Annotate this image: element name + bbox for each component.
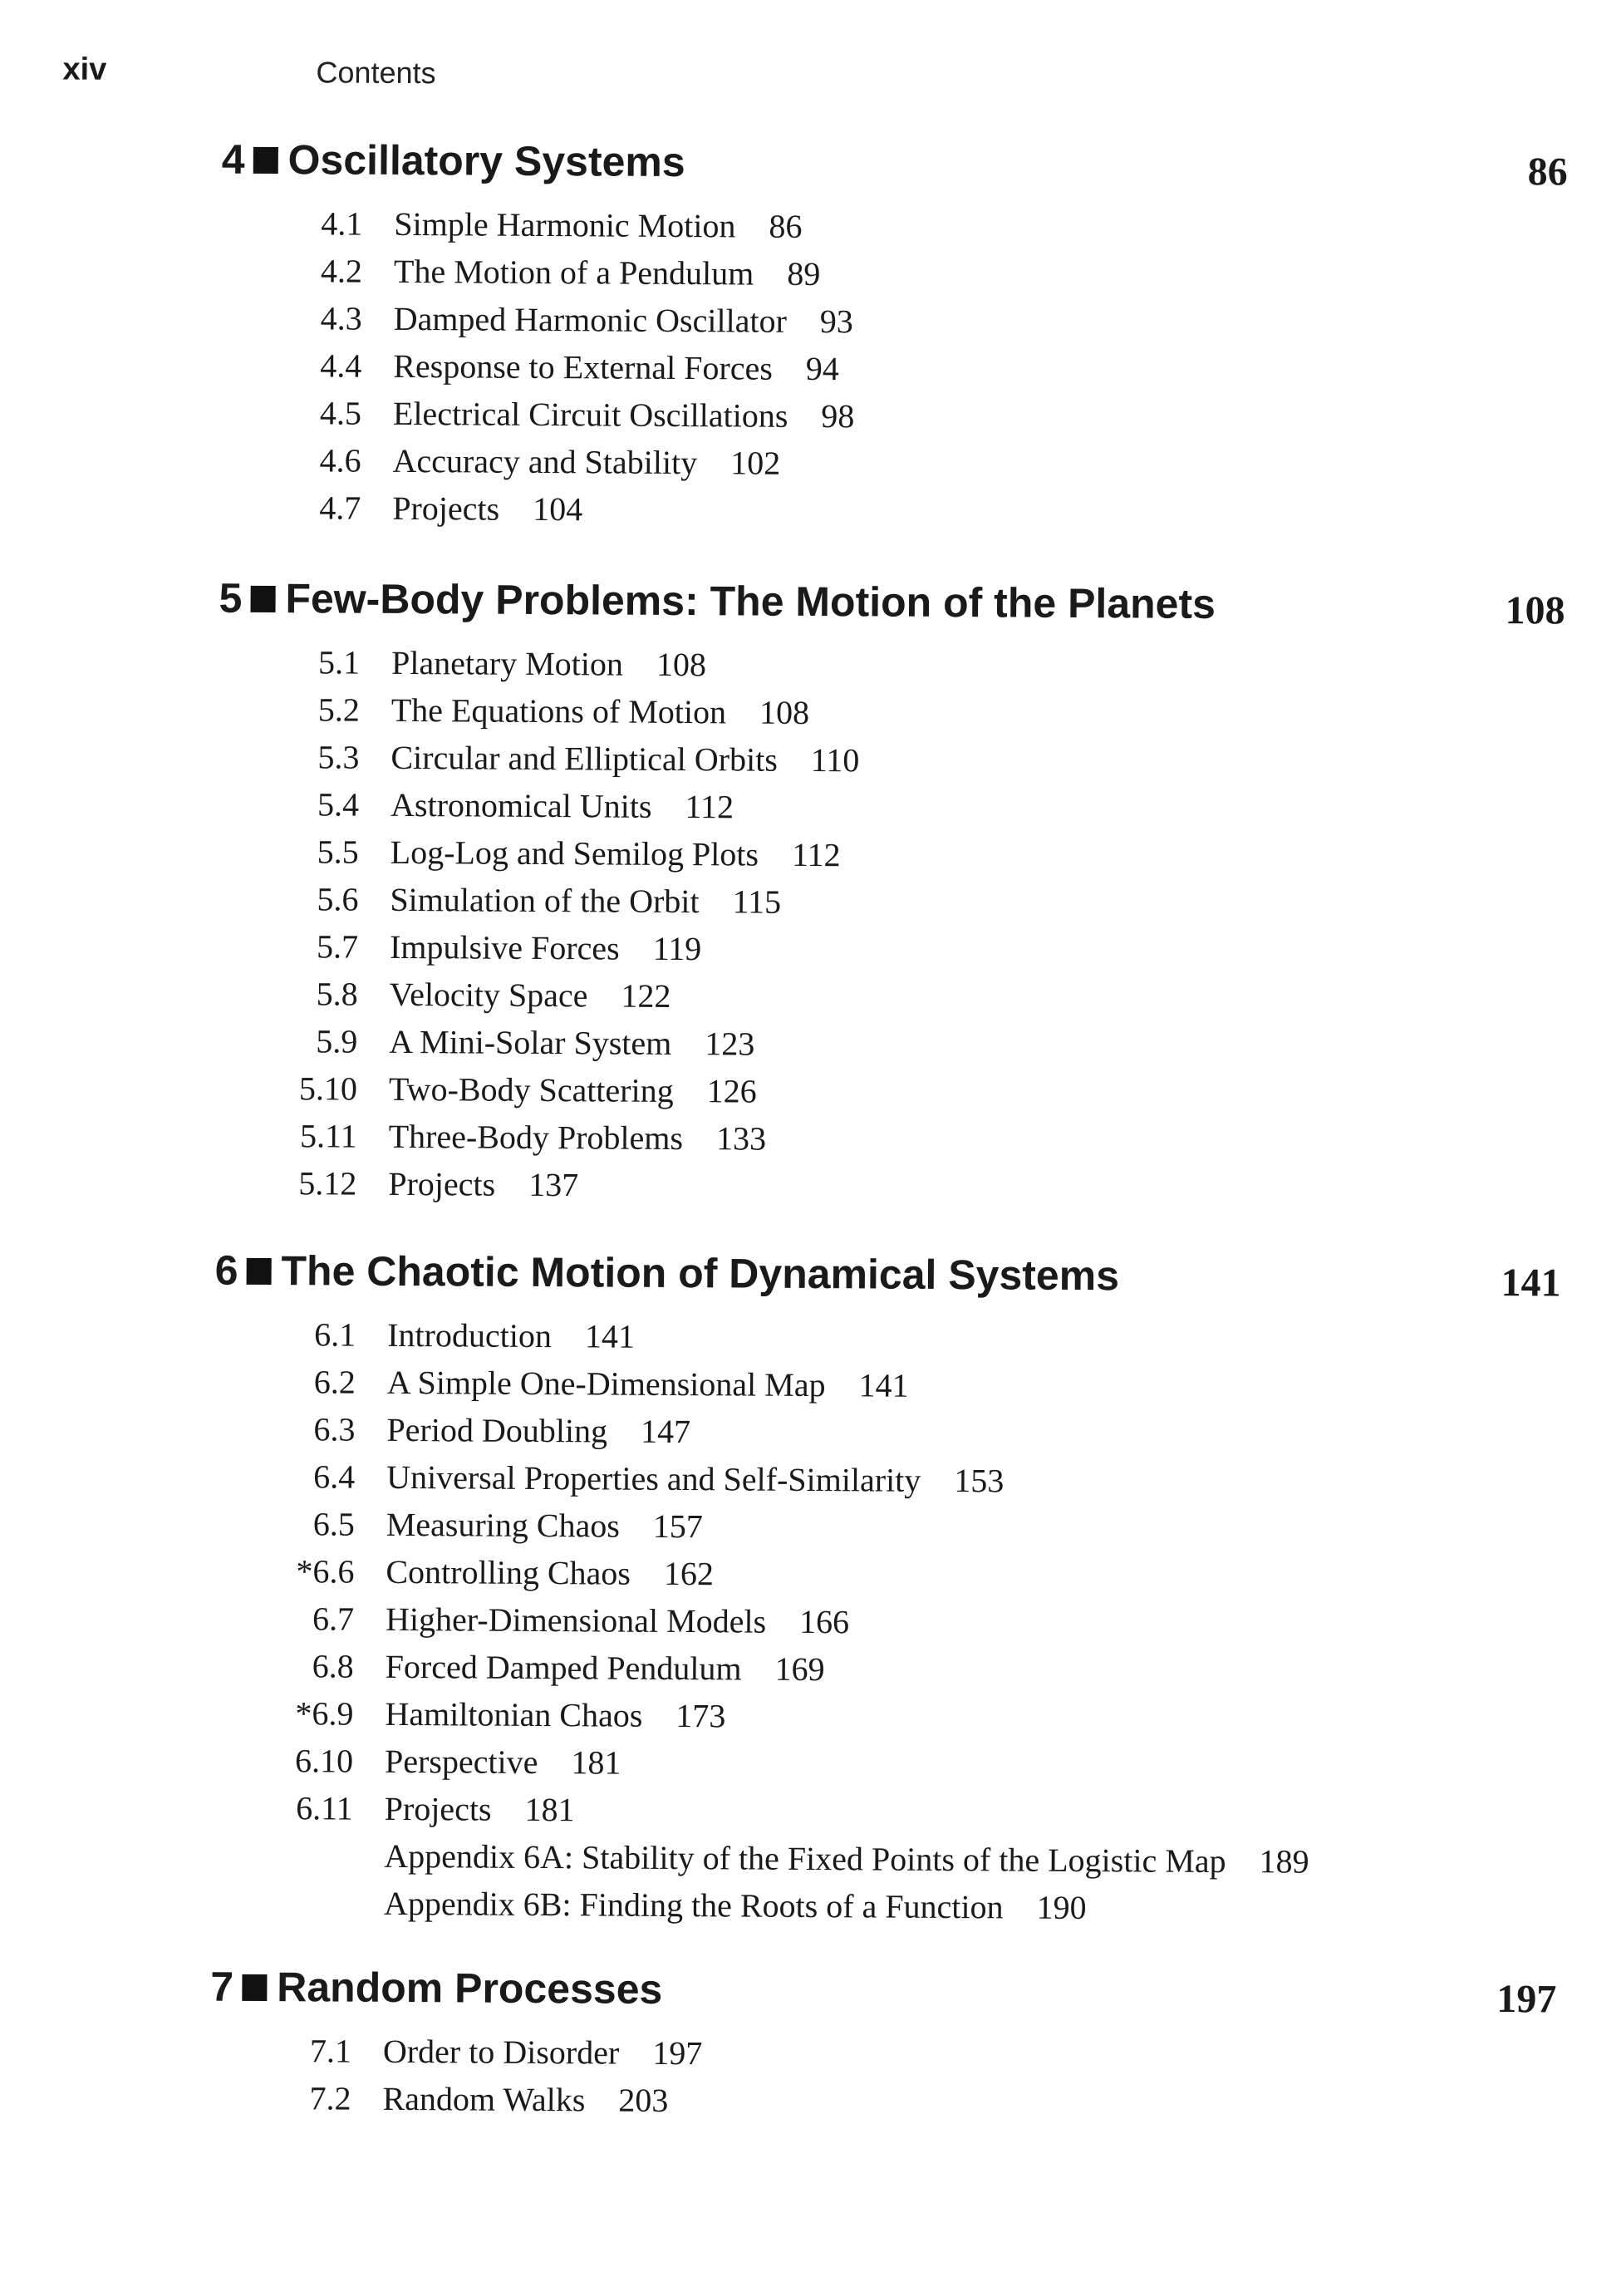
section-title: Forced Damped Pendulum xyxy=(385,1647,742,1688)
section-title: Projects xyxy=(392,489,500,528)
section-number: 5.2 xyxy=(317,691,360,729)
toc-entry xyxy=(285,1737,1558,1792)
toc-entry xyxy=(291,780,1564,835)
appendix-title: Appendix 6A: Stability of the Fixed Points of the Logistic Map xyxy=(384,1836,1226,1881)
section-list xyxy=(282,2027,1556,2129)
section-number: 6.10 xyxy=(294,1742,354,1780)
section-page-number: 203 xyxy=(618,2081,669,2119)
section-number: *6.9 xyxy=(295,1694,354,1733)
section-number: 5.6 xyxy=(317,880,359,918)
toc-entry xyxy=(282,2074,1555,2129)
black-square-icon xyxy=(250,586,275,612)
section-page-number: 173 xyxy=(675,1697,726,1735)
toc-appendix xyxy=(284,1879,1557,1934)
chapter-number: 6 xyxy=(214,1246,238,1294)
chapter-5 xyxy=(215,573,1565,1215)
toc-entry xyxy=(289,1017,1562,1072)
section-list xyxy=(292,199,1567,538)
section-number: 5.1 xyxy=(318,643,361,681)
section-title: Hamiltonian Chaos xyxy=(385,1694,643,1734)
section-page-number: 104 xyxy=(533,489,583,529)
chapter-heading xyxy=(222,135,1568,208)
section-page-number: 181 xyxy=(571,1743,621,1782)
section-title: Perspective xyxy=(384,1742,538,1781)
chapter-title-line xyxy=(219,573,1216,629)
section-number: 5.9 xyxy=(316,1022,358,1060)
section-title: The Equations of Motion xyxy=(391,691,727,731)
chapter-page-number: 141 xyxy=(1501,1261,1561,1305)
black-square-icon xyxy=(242,1974,267,2001)
section-list xyxy=(288,638,1565,1214)
chapter-heading xyxy=(210,1962,1556,2035)
section-page-number: 93 xyxy=(819,302,853,341)
section-page-number: 108 xyxy=(759,693,810,731)
toc-entry xyxy=(290,922,1563,977)
toc-entry xyxy=(289,1064,1562,1119)
section-number: 6.3 xyxy=(313,1410,356,1448)
running-head xyxy=(62,52,1475,101)
section-page-number: 115 xyxy=(732,883,782,921)
section-page-number: 197 xyxy=(652,2033,703,2072)
section-page-number: 141 xyxy=(858,1366,909,1404)
section-number: 5.5 xyxy=(317,833,359,871)
section-page-number: 147 xyxy=(640,1412,691,1451)
toc-appendix xyxy=(284,1831,1557,1886)
section-page-number: 181 xyxy=(524,1790,575,1829)
chapter-title: Oscillatory Systems xyxy=(287,136,685,186)
section-page-number: 137 xyxy=(528,1165,579,1204)
section-number: 4.1 xyxy=(321,204,363,243)
section-title: Period Doubling xyxy=(386,1410,608,1450)
section-number: 7.2 xyxy=(309,2079,351,2117)
section-page-number: 112 xyxy=(791,835,841,874)
toc-entry xyxy=(293,342,1566,396)
section-title: Velocity Space xyxy=(389,975,588,1015)
appendix-page-number: 190 xyxy=(1036,1888,1087,1927)
running-title: Contents xyxy=(316,55,436,91)
section-page-number: 89 xyxy=(787,254,821,293)
section-title: Higher-Dimensional Models xyxy=(385,1600,767,1640)
toc-entry xyxy=(290,970,1563,1025)
section-page-number: 141 xyxy=(584,1317,636,1355)
section-number: *6.6 xyxy=(296,1552,355,1590)
toc-entry xyxy=(288,1112,1561,1167)
chapter-title-line xyxy=(214,1246,1119,1301)
toc-entry xyxy=(293,389,1566,444)
section-page-number: 157 xyxy=(652,1507,704,1546)
section-page-number: 166 xyxy=(798,1602,850,1641)
section-number: 4.5 xyxy=(319,394,362,432)
section-title: Simulation of the Orbit xyxy=(390,880,700,921)
section-number: 6.8 xyxy=(312,1647,354,1685)
section-title: Accuracy and Stability xyxy=(392,441,698,482)
section-title: Two-Body Scattering xyxy=(388,1069,674,1109)
section-page-number: 102 xyxy=(730,444,781,482)
chapter-title: Few-Body Problems: The Motion of the Planets xyxy=(285,575,1216,627)
section-title: Circular and Elliptical Orbits xyxy=(391,738,779,779)
section-page-number: 98 xyxy=(821,397,855,435)
toc-entry xyxy=(283,2027,1556,2082)
section-page-number: 169 xyxy=(774,1649,825,1689)
section-number: 5.7 xyxy=(316,927,359,966)
toc-entry xyxy=(288,1159,1561,1214)
section-list xyxy=(284,1310,1560,1934)
toc-entry xyxy=(286,1642,1559,1697)
section-title: A Simple One-Dimensional Map xyxy=(386,1363,826,1404)
toc-entry xyxy=(294,199,1567,254)
section-title: Random Walks xyxy=(382,2079,586,2119)
section-number: 5.4 xyxy=(317,785,360,824)
section-title: Introduction xyxy=(387,1315,553,1355)
section-number: 7.1 xyxy=(309,2032,352,2070)
section-number: 6.4 xyxy=(313,1458,356,1496)
toc-entry xyxy=(292,638,1565,693)
chapter-title-line xyxy=(222,135,685,187)
chapter-title-line xyxy=(210,1962,662,2014)
section-page-number: 153 xyxy=(954,1462,1005,1500)
section-number: 4.4 xyxy=(320,347,362,385)
toc-entry xyxy=(291,733,1564,788)
section-page-number: 119 xyxy=(652,929,702,968)
toc-entry xyxy=(292,436,1565,491)
section-number: 4.2 xyxy=(320,252,363,290)
section-title: A Mini-Solar System xyxy=(389,1022,672,1062)
section-title: Measuring Chaos xyxy=(386,1505,621,1545)
section-number: 5.3 xyxy=(317,738,360,776)
section-number: 5.12 xyxy=(298,1164,357,1202)
section-title: Log-Log and Semilog Plots xyxy=(390,833,759,873)
toc-entry xyxy=(287,1358,1560,1413)
chapter-title: The Chaotic Motion of Dynamical Systems xyxy=(281,1247,1120,1300)
section-title: Projects xyxy=(388,1164,496,1203)
section-page-number: 108 xyxy=(656,645,707,684)
section-page-number: 126 xyxy=(706,1072,757,1110)
section-number: 6.7 xyxy=(312,1600,355,1638)
section-number: 4.3 xyxy=(320,299,362,337)
section-page-number: 162 xyxy=(663,1554,715,1593)
toc-entry xyxy=(287,1453,1560,1507)
chapter-4 xyxy=(219,135,1568,539)
toc-entry xyxy=(294,247,1567,302)
section-number: 6.2 xyxy=(313,1363,356,1401)
section-number: 6.11 xyxy=(296,1789,353,1827)
section-title: The Motion of a Pendulum xyxy=(393,252,754,293)
section-page-number: 122 xyxy=(621,976,671,1015)
section-title: Damped Harmonic Oscillator xyxy=(393,299,787,340)
chapter-7 xyxy=(209,1962,1556,2130)
section-number: 6.1 xyxy=(314,1315,356,1354)
section-title: Order to Disorder xyxy=(382,2032,620,2072)
section-page-number: 112 xyxy=(685,788,734,826)
section-title: Three-Body Problems xyxy=(388,1117,684,1158)
toc-entry xyxy=(290,875,1563,930)
toc-entry xyxy=(285,1689,1558,1744)
chapter-number: 7 xyxy=(210,1963,234,2010)
section-title: Controlling Chaos xyxy=(386,1552,631,1592)
chapter-heading xyxy=(219,573,1565,647)
section-title: Response to External Forces xyxy=(393,347,774,387)
toc-entry xyxy=(293,294,1566,349)
chapter-6 xyxy=(211,1246,1561,1935)
section-page-number: 123 xyxy=(705,1025,755,1063)
appendix-title: Appendix 6B: Finding the Roots of a Function xyxy=(383,1884,1004,1926)
section-title: Astronomical Units xyxy=(390,785,652,825)
appendix-page-number: 189 xyxy=(1259,1842,1309,1881)
toc-entry xyxy=(291,828,1564,883)
chapter-page-number: 108 xyxy=(1505,588,1565,633)
section-title: Planetary Motion xyxy=(391,643,624,683)
section-number: 6.5 xyxy=(312,1505,355,1543)
section-title: Simple Harmonic Motion xyxy=(394,204,736,245)
toc-entry xyxy=(286,1547,1559,1602)
section-number: 5.11 xyxy=(300,1117,357,1155)
chapter-page-number: 86 xyxy=(1527,150,1568,194)
section-page-number: 133 xyxy=(715,1119,767,1158)
section-page-number: 110 xyxy=(810,740,860,779)
chapter-number: 5 xyxy=(219,574,243,622)
toc-entry xyxy=(287,1500,1560,1555)
page-folio: xiv xyxy=(62,52,107,87)
section-title: Electrical Circuit Oscillations xyxy=(392,394,788,435)
toc-entry xyxy=(286,1595,1559,1649)
chapter-title: Random Processes xyxy=(277,1964,663,2013)
section-number: 5.10 xyxy=(298,1069,358,1108)
toc-entry xyxy=(292,484,1565,538)
black-square-icon xyxy=(253,147,278,174)
toc-entry xyxy=(287,1405,1560,1460)
section-title: Universal Properties and Self-Similarity xyxy=(386,1458,921,1499)
section-page-number: 86 xyxy=(769,207,803,245)
toc-entry xyxy=(292,686,1565,740)
black-square-icon xyxy=(246,1258,271,1285)
section-page-number: 94 xyxy=(805,349,840,388)
section-number: 4.6 xyxy=(319,441,361,479)
chapter-heading xyxy=(214,1246,1560,1319)
section-title: Impulsive Forces xyxy=(389,927,620,967)
toc-entry xyxy=(285,1784,1558,1839)
chapter-number: 4 xyxy=(221,135,245,183)
toc-entry xyxy=(287,1310,1560,1365)
chapter-page-number: 197 xyxy=(1496,1977,1557,2022)
section-number: 5.8 xyxy=(316,975,358,1013)
section-number: 4.7 xyxy=(319,489,361,527)
section-title: Projects xyxy=(384,1789,492,1828)
